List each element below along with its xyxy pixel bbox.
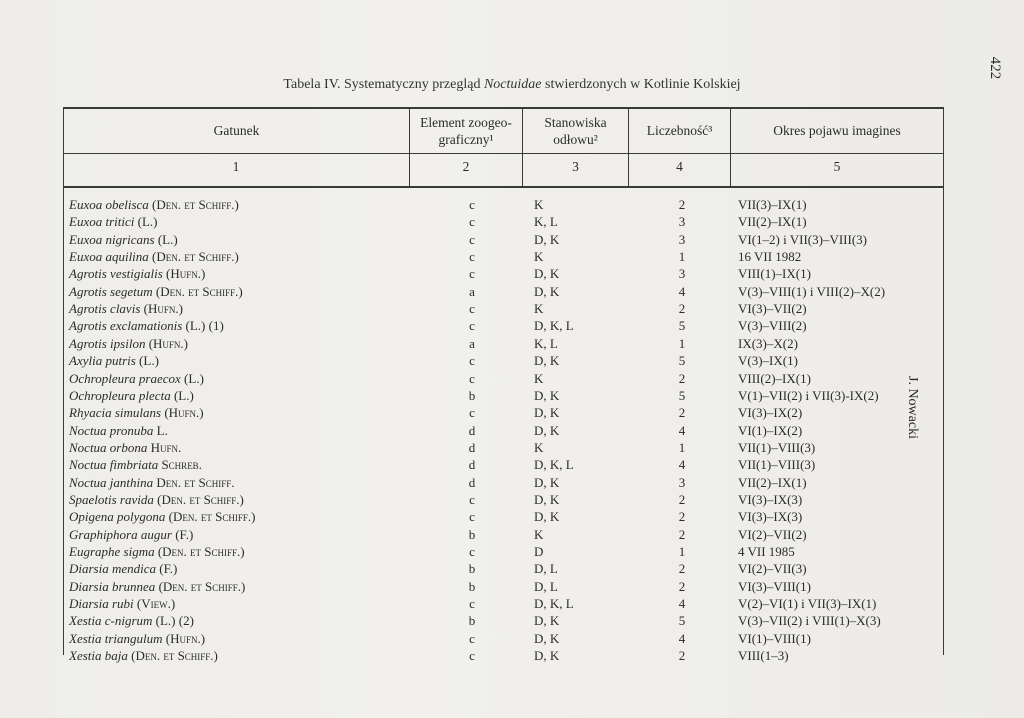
element-cell: d: [468, 439, 476, 455]
stanowiska-cell: D, L: [534, 561, 558, 577]
table-row: [63, 404, 944, 421]
table-row: [63, 352, 944, 369]
table-row: [63, 422, 944, 439]
okres-cell: VI(1)–IX(2): [738, 422, 803, 438]
header-element-line2: graficzny¹: [438, 131, 494, 147]
table-row: [63, 508, 944, 525]
element-cell: c: [469, 630, 475, 646]
caption-prefix: Tabela IV. Systematyczny przegląd: [283, 77, 481, 92]
species-name: Ochropleura praecox: [69, 370, 181, 386]
stanowiska-cell: K: [534, 197, 544, 212]
element-cell: b: [468, 613, 476, 629]
okres-cell: VI(1)–VIII(1): [738, 630, 811, 646]
species-cell: [69, 422, 168, 439]
okres-cell: VII(2)–IX(1): [738, 214, 807, 230]
table-caption: [0, 77, 1024, 93]
element-cell: d: [468, 457, 476, 473]
species-cell: [69, 265, 205, 282]
species-cell: [69, 595, 175, 612]
stanowiska-cell: D, K: [534, 387, 560, 403]
species-cell: [69, 578, 245, 595]
species-cell: [69, 404, 204, 421]
species-author: (L.): [157, 231, 178, 247]
element-cell: c: [469, 214, 475, 230]
okres-cell: VI(3)–IX(2): [738, 405, 803, 421]
table-row: [63, 612, 944, 629]
species-name: Diarsia mendica: [69, 561, 157, 577]
stanowiska-cell: D, K, L: [534, 318, 574, 334]
element-cell: c: [469, 648, 475, 664]
okres-cell: VI(2)–VII(2): [738, 526, 807, 542]
caption-suffix: stwierdzonych w Kotlinie Kolskiej: [545, 77, 741, 92]
okres-cell: V(3)–VII(2) i VIII(1)–X(3): [738, 613, 881, 629]
header-gatunek: Gatunek: [213, 123, 260, 138]
species-cell: [69, 248, 239, 265]
okres-cell: VI(3)–VII(2): [738, 301, 807, 317]
species-cell: [69, 456, 202, 473]
okres-cell: V(2)–VI(1) i VII(3)–IX(1): [738, 596, 877, 612]
species-cell: [69, 196, 239, 213]
liczebnosc-cell: 1: [678, 439, 686, 455]
column-number-1: 1: [232, 159, 240, 174]
column-number-4: 4: [676, 159, 683, 174]
okres-cell: VII(3)–IX(1): [738, 197, 807, 212]
species-author: (L.) (1): [185, 318, 224, 334]
species-cell: [69, 439, 181, 456]
element-cell: a: [469, 335, 475, 351]
header-liczebnosc: Liczebność³: [646, 123, 713, 138]
stanowiska-cell: K: [534, 370, 544, 386]
species-name: Euxoa obelisca: [69, 197, 149, 212]
table-row: [63, 595, 944, 612]
species-cell: [69, 508, 255, 525]
liczebnosc-cell: 2: [678, 526, 686, 542]
okres-cell: IX(3)–X(2): [738, 335, 798, 351]
okres-cell: VII(2)–IX(1): [738, 474, 807, 490]
table-row: [63, 370, 944, 387]
species-author: (Den. et Schiff.): [131, 648, 218, 664]
species-name: Xestia baja: [69, 648, 128, 664]
element-cell: c: [469, 318, 475, 334]
stanowiska-cell: D, L: [534, 578, 558, 594]
element-cell: c: [469, 509, 475, 525]
stanowiska-cell: D, K: [534, 613, 560, 629]
stanowiska-cell: K: [534, 526, 544, 542]
species-author: (L.): [173, 387, 194, 403]
stanowiska-cell: D, K: [534, 283, 560, 299]
liczebnosc-cell: 5: [678, 613, 686, 629]
species-cell: [69, 300, 183, 317]
liczebnosc-cell: 2: [678, 491, 686, 507]
stanowiska-cell: K: [534, 249, 544, 265]
table-row: [63, 491, 944, 508]
liczebnosc-cell: 1: [678, 249, 686, 265]
element-cell: c: [469, 301, 475, 317]
table-row: [63, 317, 944, 334]
species-author: (Den. et Schiff.): [152, 249, 239, 265]
element-cell: c: [469, 544, 475, 559]
species-name: Agrotis exclamationis: [69, 318, 183, 334]
stanowiska-cell: D, K: [534, 405, 560, 421]
okres-cell: VIII(2)–IX(1): [738, 370, 811, 386]
stanowiska-cell: D, K: [534, 509, 560, 525]
species-name: Agrotis ipsilon: [69, 335, 146, 351]
liczebnosc-cell: 4: [678, 422, 686, 438]
okres-cell: 4 VII 1985: [738, 544, 795, 559]
species-author: Schreb.: [161, 457, 202, 473]
species-name: Spaelotis ravida: [69, 491, 154, 507]
stanowiska-cell: D, K: [534, 648, 560, 664]
species-name: Euxoa tritici: [69, 214, 135, 230]
element-cell: b: [468, 561, 476, 577]
species-name: Ochropleura plecta: [69, 387, 171, 403]
column-number-5: 5: [833, 159, 841, 174]
stanowiska-cell: D, K: [534, 474, 560, 490]
species-author: (L.): [137, 214, 158, 230]
table-row: [63, 560, 944, 577]
element-cell: c: [469, 491, 475, 507]
species-table: [63, 107, 944, 664]
table-row: [63, 231, 944, 248]
species-name: Xestia c-nigrum: [69, 613, 153, 629]
species-cell: [69, 317, 224, 334]
table-row: [63, 387, 944, 404]
species-name: Agrotis segetum: [69, 283, 153, 299]
liczebnosc-cell: 2: [678, 578, 686, 594]
stanowiska-cell: D, K, L: [534, 457, 574, 473]
column-number-2: 2: [462, 159, 470, 174]
species-cell: [69, 630, 205, 647]
stanowiska-cell: D, K, L: [534, 596, 574, 612]
stanowiska-cell: D, K: [534, 353, 560, 369]
species-name: Euxoa aquilina: [69, 249, 149, 265]
element-cell: c: [469, 353, 475, 369]
species-name: Diarsia rubi: [69, 596, 134, 612]
okres-cell: VII(1)–VIII(3): [738, 439, 816, 455]
liczebnosc-cell: 5: [678, 318, 686, 334]
species-cell: [69, 543, 245, 560]
liczebnosc-cell: 4: [678, 630, 686, 646]
species-name: Agrotis vestigialis: [69, 266, 163, 282]
species-author: (Hufn.): [165, 630, 206, 646]
column-number-3: 3: [572, 159, 579, 174]
species-cell: [69, 352, 159, 369]
species-cell: [69, 231, 178, 248]
okres-cell: V(1)–VII(2) i VII(3)-IX(2): [738, 387, 879, 403]
species-cell: [69, 370, 204, 387]
species-author: (Hufn.): [164, 405, 204, 421]
caption-taxon: Noctuidae: [483, 77, 542, 92]
species-author: Hufn.: [150, 439, 182, 455]
page-number: 422: [987, 56, 1003, 80]
okres-cell: VI(3)–IX(3): [738, 491, 803, 507]
species-author: (F.): [159, 561, 178, 577]
stanowiska-cell: D, K: [534, 266, 560, 282]
species-name: Eugraphe sigma: [69, 544, 155, 559]
species-author: (L.): [184, 370, 204, 386]
element-cell: c: [469, 197, 475, 212]
species-author: (Den. et Schiff.): [155, 283, 243, 299]
liczebnosc-cell: 1: [678, 335, 686, 351]
table-row: [63, 526, 944, 543]
table-row: [63, 283, 944, 300]
okres-cell: V(3)–IX(1): [738, 353, 798, 369]
header-element: [410, 108, 522, 153]
liczebnosc-cell: 2: [678, 561, 686, 577]
table-row: [63, 439, 944, 456]
element-cell: b: [468, 526, 476, 542]
liczebnosc-cell: 2: [678, 370, 686, 386]
liczebnosc-cell: 2: [678, 648, 686, 664]
okres-cell: VI(3)–IX(3): [738, 509, 803, 525]
stanowiska-cell: K, L: [534, 335, 558, 351]
element-cell: c: [469, 405, 475, 421]
species-name: Axylia putris: [69, 353, 136, 369]
table-row: [63, 248, 944, 265]
table-row: [63, 630, 944, 647]
liczebnosc-cell: 3: [678, 231, 686, 247]
species-name: Noctua janthina: [69, 474, 154, 490]
table-row: [63, 213, 944, 230]
species-author: (Den. et Schiff.): [152, 197, 239, 212]
element-cell: b: [468, 387, 476, 403]
element-cell: c: [469, 370, 475, 386]
liczebnosc-cell: 2: [678, 405, 686, 421]
liczebnosc-cell: 5: [678, 353, 686, 369]
liczebnosc-cell: 2: [678, 301, 686, 317]
species-name: Xestia triangulum: [69, 630, 163, 646]
element-cell: c: [469, 231, 475, 247]
species-author: (Den. et Schiff.): [157, 544, 245, 559]
okres-cell: VIII(1–3): [738, 648, 789, 664]
species-author: (Hufn.): [143, 301, 183, 317]
stanowiska-cell: D, K: [534, 491, 560, 507]
column-number-rule: [63, 186, 944, 188]
header-rule: [63, 153, 944, 154]
species-name: Opigena polygona: [69, 509, 166, 525]
element-cell: c: [469, 266, 475, 282]
liczebnosc-cell: 3: [678, 474, 686, 490]
species-author: (Den. et Schiff.): [158, 578, 246, 594]
liczebnosc-cell: 3: [678, 266, 686, 282]
species-name: Noctua fimbriata: [69, 457, 159, 473]
liczebnosc-cell: 4: [678, 596, 686, 612]
okres-cell: VI(1–2) i VII(3)–VIII(3): [738, 231, 867, 247]
species-name: Agrotis clavis: [69, 301, 141, 317]
header-element-line1: Element zoogeo-: [420, 114, 512, 130]
stanowiska-cell: D, K: [534, 630, 560, 646]
species-name: Graphiphora augur: [69, 526, 172, 542]
table-row: [63, 456, 944, 473]
species-author: (L.) (2): [155, 613, 194, 629]
liczebnosc-cell: 2: [678, 197, 686, 212]
element-cell: b: [468, 578, 476, 594]
species-name: Diarsia brunnea: [69, 578, 156, 594]
stanowiska-cell: K: [534, 439, 544, 455]
species-author: (View.): [136, 596, 176, 612]
stanowiska-cell: D, K: [534, 422, 560, 438]
element-cell: c: [469, 596, 475, 612]
table-row: [63, 474, 944, 491]
element-cell: c: [469, 249, 475, 265]
species-cell: [69, 213, 157, 230]
species-author: (Hufn.): [148, 335, 189, 351]
species-name: Rhyacia simulans: [69, 405, 162, 421]
liczebnosc-cell: 5: [678, 387, 686, 403]
species-author: (L.): [139, 353, 159, 369]
species-name: Euxoa nigricans: [69, 231, 155, 247]
running-head: J. Nowacki: [905, 376, 920, 439]
species-name: Noctua orbona: [69, 439, 148, 455]
species-cell: [69, 526, 193, 543]
stanowiska-cell: K: [534, 301, 544, 317]
header-stanowiska: [523, 108, 628, 153]
liczebnosc-cell: 4: [678, 283, 686, 299]
species-cell: [69, 283, 243, 300]
okres-cell: V(3)–VIII(1) i VIII(2)–X(2): [738, 283, 886, 299]
stanowiska-cell: D, K: [534, 231, 560, 247]
table-row: [63, 543, 944, 560]
header-stanowiska-line1: Stanowiska: [544, 114, 607, 130]
species-cell: [69, 647, 218, 664]
okres-cell: V(3)–VIII(2): [738, 318, 807, 334]
element-cell: d: [468, 474, 476, 490]
header-stanowiska-line2: odłowu²: [553, 131, 598, 147]
liczebnosc-cell: 1: [678, 544, 686, 559]
stanowiska-cell: K, L: [534, 214, 558, 230]
element-cell: a: [469, 283, 475, 299]
okres-cell: VI(3)–VIII(1): [738, 578, 811, 594]
stanowiska-cell: D: [534, 544, 544, 559]
species-cell: [69, 474, 235, 491]
okres-cell: VIII(1)–IX(1): [738, 266, 811, 282]
liczebnosc-cell: 2: [678, 509, 686, 525]
liczebnosc-cell: 4: [678, 457, 686, 473]
element-cell: d: [468, 422, 476, 438]
species-author: (Den. et Schiff.): [168, 509, 256, 525]
species-author: (Hufn.): [166, 266, 206, 282]
species-cell: [69, 387, 194, 404]
okres-cell: VI(2)–VII(3): [738, 561, 807, 577]
species-cell: [69, 560, 177, 577]
species-author: (Den. et Schiff.): [157, 491, 244, 507]
table-row: [63, 300, 944, 317]
liczebnosc-cell: 3: [678, 214, 686, 230]
okres-cell: 16 VII 1982: [738, 249, 802, 265]
species-author: (F.): [175, 526, 194, 542]
table-row: [63, 578, 944, 595]
table-row: [63, 647, 944, 664]
table-row: [63, 335, 944, 352]
species-author: Den. et Schiff.: [156, 474, 235, 490]
okres-cell: VII(1)–VIII(3): [738, 457, 816, 473]
header-okres: Okres pojawu imagines: [773, 123, 901, 138]
species-author: L.: [156, 422, 168, 438]
table-row: [63, 196, 944, 213]
species-cell: [69, 612, 194, 629]
species-cell: [69, 335, 188, 352]
species-name: Noctua pronuba: [69, 422, 154, 438]
species-cell: [69, 491, 244, 508]
table-row: [63, 265, 944, 282]
